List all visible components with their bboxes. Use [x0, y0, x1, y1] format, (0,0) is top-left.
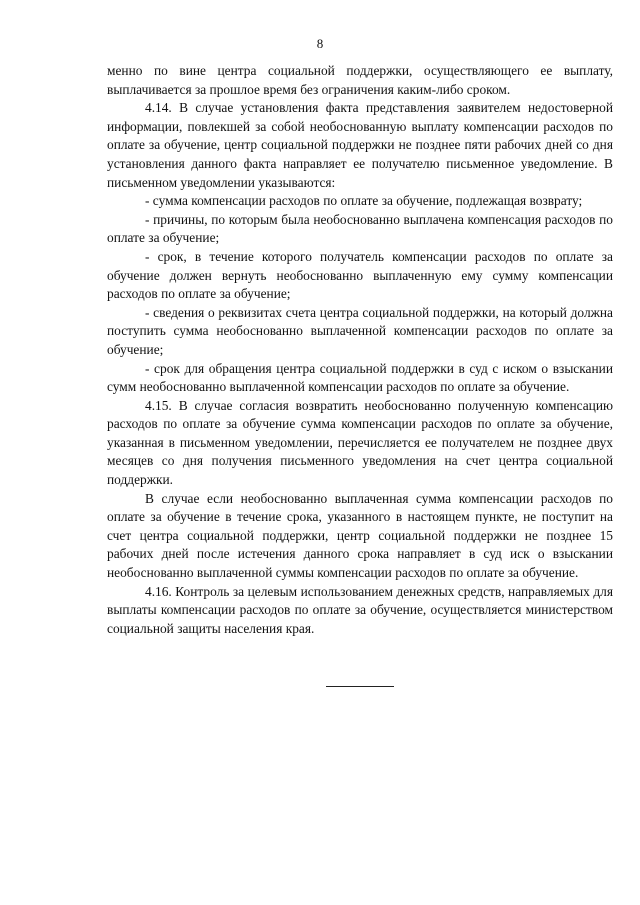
paragraph-non-return: В случае если необоснованно выплаченная сумма компенсации расходов по оплате за обучение в течение срока, указанного в настоящем пункте, не поступит на счет центра социальной поддержки, центр социальной поддержки не позднее 15 рабочих дней после истечения данного срока направляет в суд иск о взыскании необоснованно выплаченной суммы компенсации расходов по оплате за обучение. — [107, 490, 613, 581]
end-separator-line — [326, 686, 394, 687]
list-item-deadline: - срок, в течение которого получатель компенсации расходов по оплате за обучение должен вернуть необоснованно выплаченную ему сумму компенсации расходов по оплате за обучение; — [107, 248, 613, 302]
list-item-account-details: - сведения о реквизитах счета центра социальной поддержки, на который должна поступить сумма необоснованно выплаченной компенсации расходов по оплате за обучение; — [107, 304, 613, 357]
paragraph-4-15: 4.15. В случае согласия возвратить необоснованно полученную компенсацию расходов по оплате за обучение сумма компенсации расходов по оплате за обучение, указанная в письменном уведомлении, перечисляется ее получателем не позднее двух месяцев со дня получения письменного уведомления на счет центра социальной поддержки. — [107, 397, 613, 488]
paragraph-4-14: 4.14. В случае установления факта представления заявителем недостоверной информации, повлекшей за собой необоснованную выплату компенсации расходов по оплате за обучение, центр социальной поддержки не позднее пяти рабочих дней со дня установления данного факта направляет ее получателю письменное уведомление. В письменном уведомлении указываются: — [107, 100, 613, 190]
list-item-reasons: - причины, по которым была необоснованно выплачена компенсация расходов по оплате за обучение; — [107, 211, 613, 246]
list-item-court-deadline: - срок для обращения центра социальной поддержки в суд с иском о взыскании сумм необоснованно выплаченной компенсации расходов по оплате за обучение. — [107, 360, 613, 395]
list-item-refund-amount: - сумма компенсации расходов по оплате за обучение, подлежащая возврату; — [145, 193, 583, 209]
paragraph-continuation: менно по вине центра социальной поддержки, осуществляющего ее выплату, выплачивается за прошлое время без ограничения каким-либо сроком. — [107, 63, 613, 97]
document-body — [107, 62, 613, 638]
paragraph-4-16: 4.16. Контроль за целевым использованием денежных средств, направляемых для выплаты компенсации расходов по оплате за обучение, осуществляется министерством социальной защиты населения края. — [107, 583, 613, 636]
page-number: 8 — [316, 36, 324, 51]
